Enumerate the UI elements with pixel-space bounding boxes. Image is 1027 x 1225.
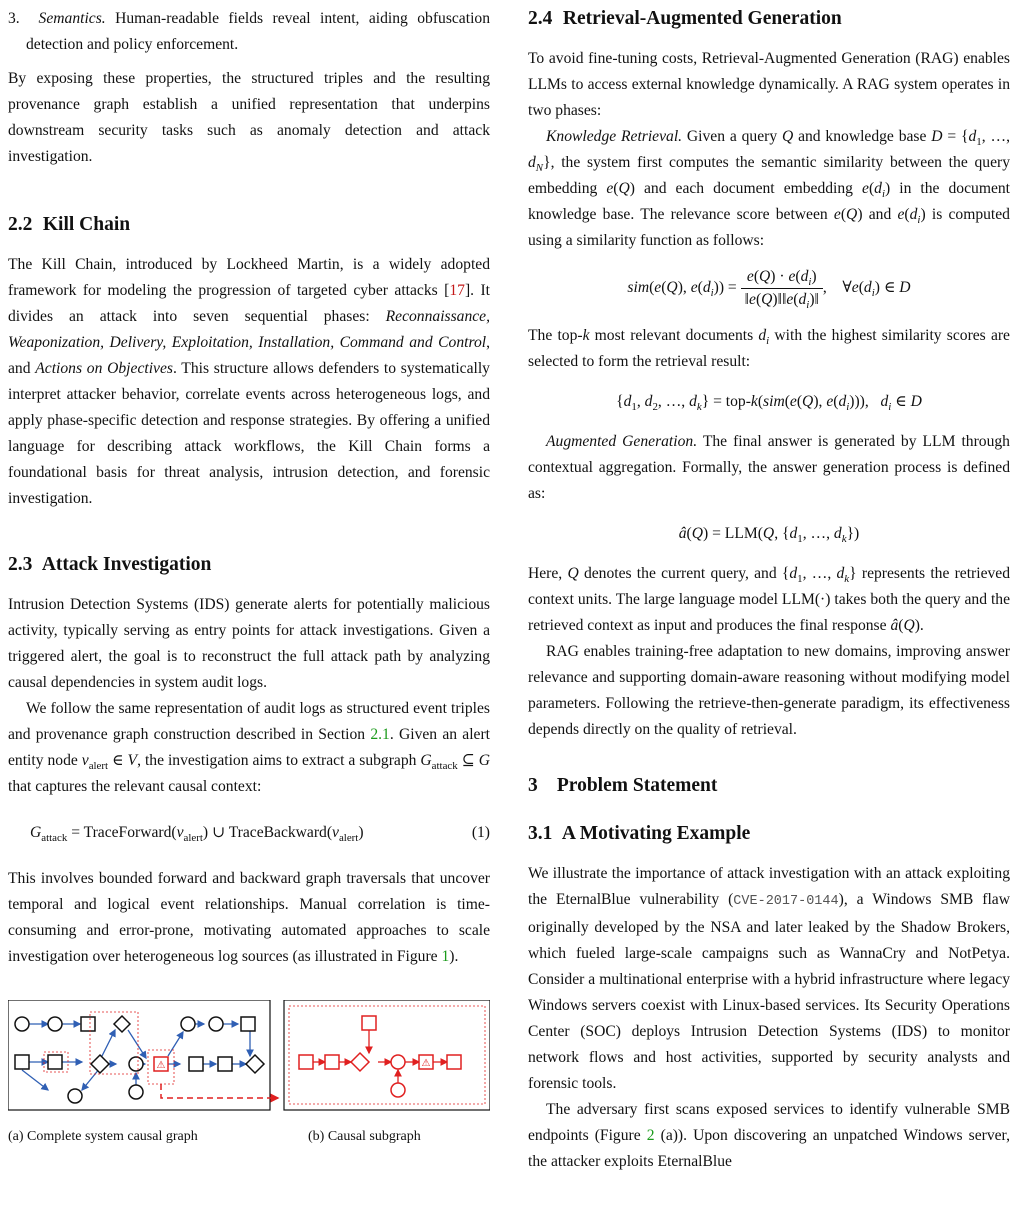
paragraph-top-k: The top-k most relevant documents $d_i$ with the highest similarity scores are selected to form the retrieval result: [528, 327, 1010, 370]
section-heading-attack-investigation: 2.3 Attack Investigation [8, 554, 212, 575]
section-heading-motivating-example: 3.1 A Motivating Example [528, 823, 751, 844]
equation-top-k: {$d_1$, $d_2$, …, $d_k\} = top-k(sim(e(Q)$, $e(d_i)$)), $d_i$ ∈ D [616, 393, 922, 413]
paragraph-exposing: By exposing these properties, the structured triples and the resulting provenance graph establish a unified representation that underpins downstream security tasks such as anomaly detection and attack investigation. [8, 70, 490, 165]
paragraph-adversary: The adversary first scans exposed services to identify vulnerable SMB endpoints (Figure 2 (a)). Upon discovering an unpatched Windows server, the attacker exploits EternalBlue [528, 1101, 1011, 1170]
figure-1 [8, 1000, 490, 1127]
list-item-semantics: 3. Semantics. Human-readable fields reveal intent, aiding obfuscation detection and policy enforcement. [8, 10, 490, 53]
section-heading-problem-statement: 3 Problem Statement [528, 775, 718, 796]
graph-nodes-b [299, 1016, 461, 1097]
equation-similarity: sim(e(Q), $e(d_i)$) = $\frac{e(Q) \cdot e(d_i)}{‖e(Q)‖‖e(d_i)‖}$ , $\forall e(d_i)$ ∈ D [627, 268, 911, 311]
svg-text:⚠: ⚠ [156, 1060, 166, 1071]
left-column [8, 6, 490, 970]
figure-caption-a: (a) Complete system causal graph [8, 1129, 198, 1144]
right-column [528, 6, 1010, 1175]
section-reference-link[interactable]: 2.1 [370, 726, 390, 743]
section-heading-kill-chain: 2.2 Kill Chain [8, 214, 131, 235]
figure-caption-b: (b) Causal subgraph [308, 1129, 421, 1144]
section-heading-rag: 2.4 Retrieval-Augmented Generation [528, 8, 842, 29]
citation-link[interactable]: 17 [449, 282, 465, 299]
paragraph-follow: We follow the same representation of audit logs as structured event triples and provenance graph construction described in Section 2.1. Given an alert entity node $v_{alert}$ ∈ V, the investigation aims to extract a subgraph $G_{attack}$ ⊆ G that captures the relevant causal context: [8, 700, 490, 795]
paragraph-rag: To avoid fine-tuning costs, Retrieval-Augmented Generation (RAG) enables LLMs to access external knowledge dynamically. A RAG system operates in two phases: [528, 50, 1010, 119]
paragraph-augmented-generation: Augmented Generation. The final answer is generated by LLM through contextual aggregation. Formally, the answer generation process is defined as: [528, 433, 1010, 502]
equation-generation: â(Q) = LLM(Q, {$d_1$, …, $d_k$}) [678, 525, 860, 545]
paragraph-bounded: This involves bounded forward and backward graph traversals that uncover temporal and logical event relationships. Manual correlation is time-consuming and error-prone, motivating automated approaches to scale investigation over heterogeneous log sources (as illustrated in Figure 1). [8, 870, 490, 965]
svg-text:⚠: ⚠ [421, 1058, 431, 1069]
paragraph-ids: Intrusion Detection Systems (IDS) generate alerts for potentially malicious activity, typically serving as entry points for attack investigations. Given a triggered alert, the goal is to reconstruct the full attack path by analyzing causal dependencies in system audit logs. [8, 596, 490, 691]
highlight-boxes [44, 1012, 174, 1084]
figure-reference-link[interactable]: 1 [441, 948, 450, 965]
paragraph-knowledge-retrieval: Knowledge Retrieval. Given a query Q and knowledge base $D = \{d_1$, …, $d_N$}, the system first computes the semantic similarity between the query embedding e(Q) and each document embedding $e(d_i)$ in the document knowledge base. The relevance score between e(Q) and $e(d_i)$ is computed using a similarity function as follows: [528, 128, 1010, 249]
equation-1: $G_{attack}$ = $TraceForward(v_{alert})$ ∪ $TraceBackward(v_{alert})$ (1) [8, 820, 490, 846]
paragraph-here: Here, Q denotes the current query, and {$d_1$, …, $d_k$} represents the retrieved context units. The large language model LLM(·) takes both the query and the retrieved context as input and produces the final response â(Q). [528, 565, 1011, 634]
paragraph-motivating: We illustrate the importance of attack investigation with an attack exploiting the EternalBlue vulnerability (CVE-2017-0144), a Windows SMB flaw originally developed by the NSA and later leaked by the Shadow Brokers, which fueled large-scale campaigns such as WannaCry and NotPetya. Consider a multinational enterprise with a hybrid infrastructure where legacy Windows servers coexist with Linux-based services. Its Security Operations Center (SOC) deploys Intrusion Detection Systems (IDS) to monitor network flows and host activities, supported by security analysts and forensic tools. [528, 865, 1010, 1092]
figure-graphs [8, 1000, 490, 1118]
paragraph-training-free: RAG enables training-free adaptation to new domains, improving answer relevance and supporting domain-aware reasoning without modifying model parameters. Following the retrieve-then-generate paradigm, its effectiveness depends directly on the quality of retrieval. [528, 643, 1010, 738]
graph-nodes-a [15, 1016, 264, 1103]
paragraph-kill-chain: The Kill Chain, introduced by Lockheed Martin, is a widely adopted framework for modeling the progression of targeted cyber attacks [17]. It divides an attack into seven sequential phases: Reconnaissance, Weaponization, Delivery, Exploitation, Installation, Command and Control, and Actions on Objectives. This structure allows defenders to systematically interpret attacker behavior, correlate events across heterogeneous logs, and apply phase-specific detection and response strategies. By offering a unified language for describing attack workflows, the Kill Chain forms a foundational basis for threat analysis, intrusion detection, and forensic investigation. [8, 256, 490, 507]
equation-number: (1) [471, 824, 490, 841]
figure-2-reference-link[interactable]: 2 [646, 1127, 655, 1144]
